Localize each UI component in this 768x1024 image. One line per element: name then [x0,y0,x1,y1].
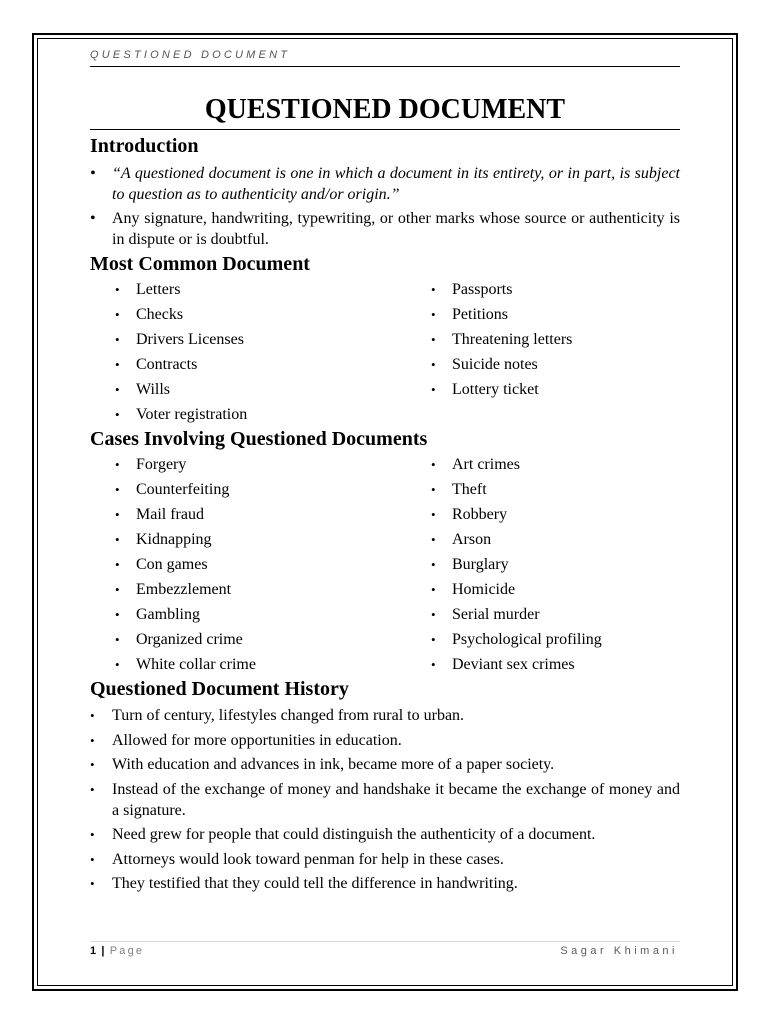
page-title: QUESTIONED DOCUMENT [204,94,566,125]
list-item: • Turn of century, lifestyles changed from rural to urban. [90,705,680,726]
common-documents-left-list [115,277,247,427]
common-documents-heading: Most Common Document [90,253,310,275]
introduction-item: • “A questioned document is one in which a document in its entirety, or in part, is subject to question as to authenticity and/or origin.” [90,163,680,205]
history-list [90,705,680,898]
list-item: • Need grew for people that could distinguish the authenticity of a document. [90,824,680,845]
title-block [90,92,680,130]
introduction-item: • Any signature, handwriting, typewriting, or other marks whose source or authenticity is in dispute or is doubtful. [90,208,680,250]
list-item: • Robbery [431,502,602,527]
list-item: • Theft [431,477,602,502]
list-item: • They testified that they could tell the difference in handwriting. [90,873,680,894]
running-header: QUESTIONED DOCUMENT [90,48,680,67]
list-item: • Deviant sex crimes [431,652,602,677]
list-item: • Allowed for more opportunities in education. [90,730,680,751]
list-item: • Con games [115,552,256,577]
list-item: • Suicide notes [431,352,572,377]
list-item: • Instead of the exchange of money and handshake it became the exchange of money and a signature. [90,779,680,821]
cases-right-list [431,452,602,677]
cases-left-list [115,452,256,677]
page-label: Page [109,945,145,957]
list-item: • Kidnapping [115,527,256,552]
list-item: • Drivers Licenses [115,327,247,352]
history-heading: Questioned Document History [90,678,349,700]
list-item: • Homicide [431,577,602,602]
list-item: • Attorneys would look toward penman for help in these cases. [90,849,680,870]
introduction-list [90,163,680,253]
list-item: • Voter registration [115,402,247,427]
list-item: • Arson [431,527,602,552]
list-item: • Forgery [115,452,256,477]
list-item: • Serial murder [431,602,602,627]
list-item: • Embezzlement [115,577,256,602]
list-item: • Gambling [115,602,256,627]
list-item: • White collar crime [115,652,256,677]
list-item: • Threatening letters [431,327,572,352]
list-item: • Wills [115,377,247,402]
list-item: • Art crimes [431,452,602,477]
list-item: • Passports [431,277,572,302]
list-item: • Lottery ticket [431,377,572,402]
list-item: • Letters [115,277,247,302]
page-number: 1 [90,945,97,957]
list-item: • Psychological profiling [431,627,602,652]
list-item: • Counterfeiting [115,477,256,502]
list-item: • Checks [115,302,247,327]
list-item: • Mail fraud [115,502,256,527]
page-separator: | [101,945,105,957]
introduction-heading: Introduction [90,135,199,157]
list-item: • With education and advances in ink, became more of a paper society. [90,754,680,775]
list-item: • Petitions [431,302,572,327]
common-documents-right-list [431,277,572,402]
footer-author: Sagar Khimani [560,945,678,957]
list-item: • Organized crime [115,627,256,652]
list-item: • Contracts [115,352,247,377]
list-item: • Burglary [431,552,602,577]
cases-heading: Cases Involving Questioned Documents [90,428,428,450]
footer-divider [90,941,680,942]
footer-page [90,945,144,957]
